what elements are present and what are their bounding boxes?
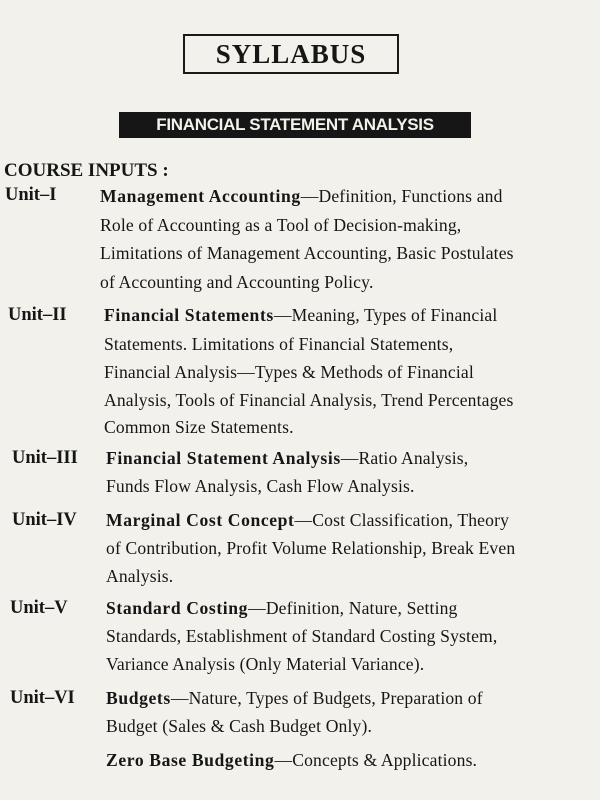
- unit-text: —Cost Classification, Theory: [294, 510, 510, 530]
- unit-text: —Definition, Nature, Setting: [248, 598, 458, 618]
- unit-line: Funds Flow Analysis, Cash Flow Analysis.: [106, 476, 415, 496]
- unit-text: —Concepts & Applications.: [274, 750, 478, 770]
- unit-label: Unit–V: [10, 598, 68, 618]
- unit-line: Variance Analysis (Only Material Variance).: [106, 654, 425, 674]
- unit-line: Statements. Limitations of Financial Statements,: [104, 334, 454, 354]
- unit-line: [104, 305, 497, 326]
- unit-title: Financial Statement Analysis: [106, 448, 341, 468]
- unit-line: Analysis.: [106, 566, 174, 586]
- unit-line: [106, 448, 468, 469]
- unit-line: [106, 510, 509, 531]
- unit-text: —Meaning, Types of Financial: [273, 305, 498, 325]
- unit-line: Limitations of Management Accounting, Basic Postulates: [100, 243, 514, 263]
- unit-text: —Ratio Analysis,: [340, 448, 469, 468]
- unit-title: Budgets: [106, 688, 171, 708]
- unit-line: [106, 598, 458, 619]
- unit-text: —Definition, Functions and: [300, 186, 503, 206]
- unit-line: [106, 688, 483, 709]
- syllabus-title: SYLLABUS: [183, 34, 399, 74]
- unit-title: Financial Statements: [104, 305, 274, 325]
- unit-text: —Nature, Types of Budgets, Preparation of: [170, 688, 483, 708]
- unit-line: Standards, Establishment of Standard Costing System,: [106, 626, 498, 646]
- unit-line: Financial Analysis—Types & Methods of Financial: [104, 362, 474, 382]
- unit-label: Unit–VI: [10, 688, 75, 708]
- unit-line: Budget (Sales & Cash Budget Only).: [106, 716, 373, 736]
- unit-line: of Accounting and Accounting Policy.: [100, 272, 374, 292]
- unit-label: Unit–III: [12, 448, 78, 468]
- unit-title: Zero Base Budgeting: [106, 750, 275, 770]
- unit-line: Common Size Statements.: [104, 417, 294, 437]
- unit-title: Marginal Cost Concept: [106, 510, 295, 530]
- unit-label: Unit–I: [5, 185, 57, 205]
- unit-line: Role of Accounting as a Tool of Decision-making,: [100, 215, 462, 235]
- unit-title: Management Accounting: [100, 186, 301, 206]
- unit-label: Unit–IV: [12, 510, 77, 530]
- unit-title: Standard Costing: [106, 598, 249, 618]
- unit-label: Unit–II: [8, 305, 67, 325]
- unit-line: Analysis, Tools of Financial Analysis, Trend Percentages: [104, 390, 514, 410]
- course-inputs-heading: COURSE INPUTS :: [4, 160, 169, 181]
- subject-banner: FINANCIAL STATEMENT ANALYSIS: [119, 112, 471, 138]
- unit-line: of Contribution, Profit Volume Relationship, Break Even: [106, 538, 516, 558]
- unit-line: [100, 186, 503, 207]
- unit-line: [106, 750, 477, 771]
